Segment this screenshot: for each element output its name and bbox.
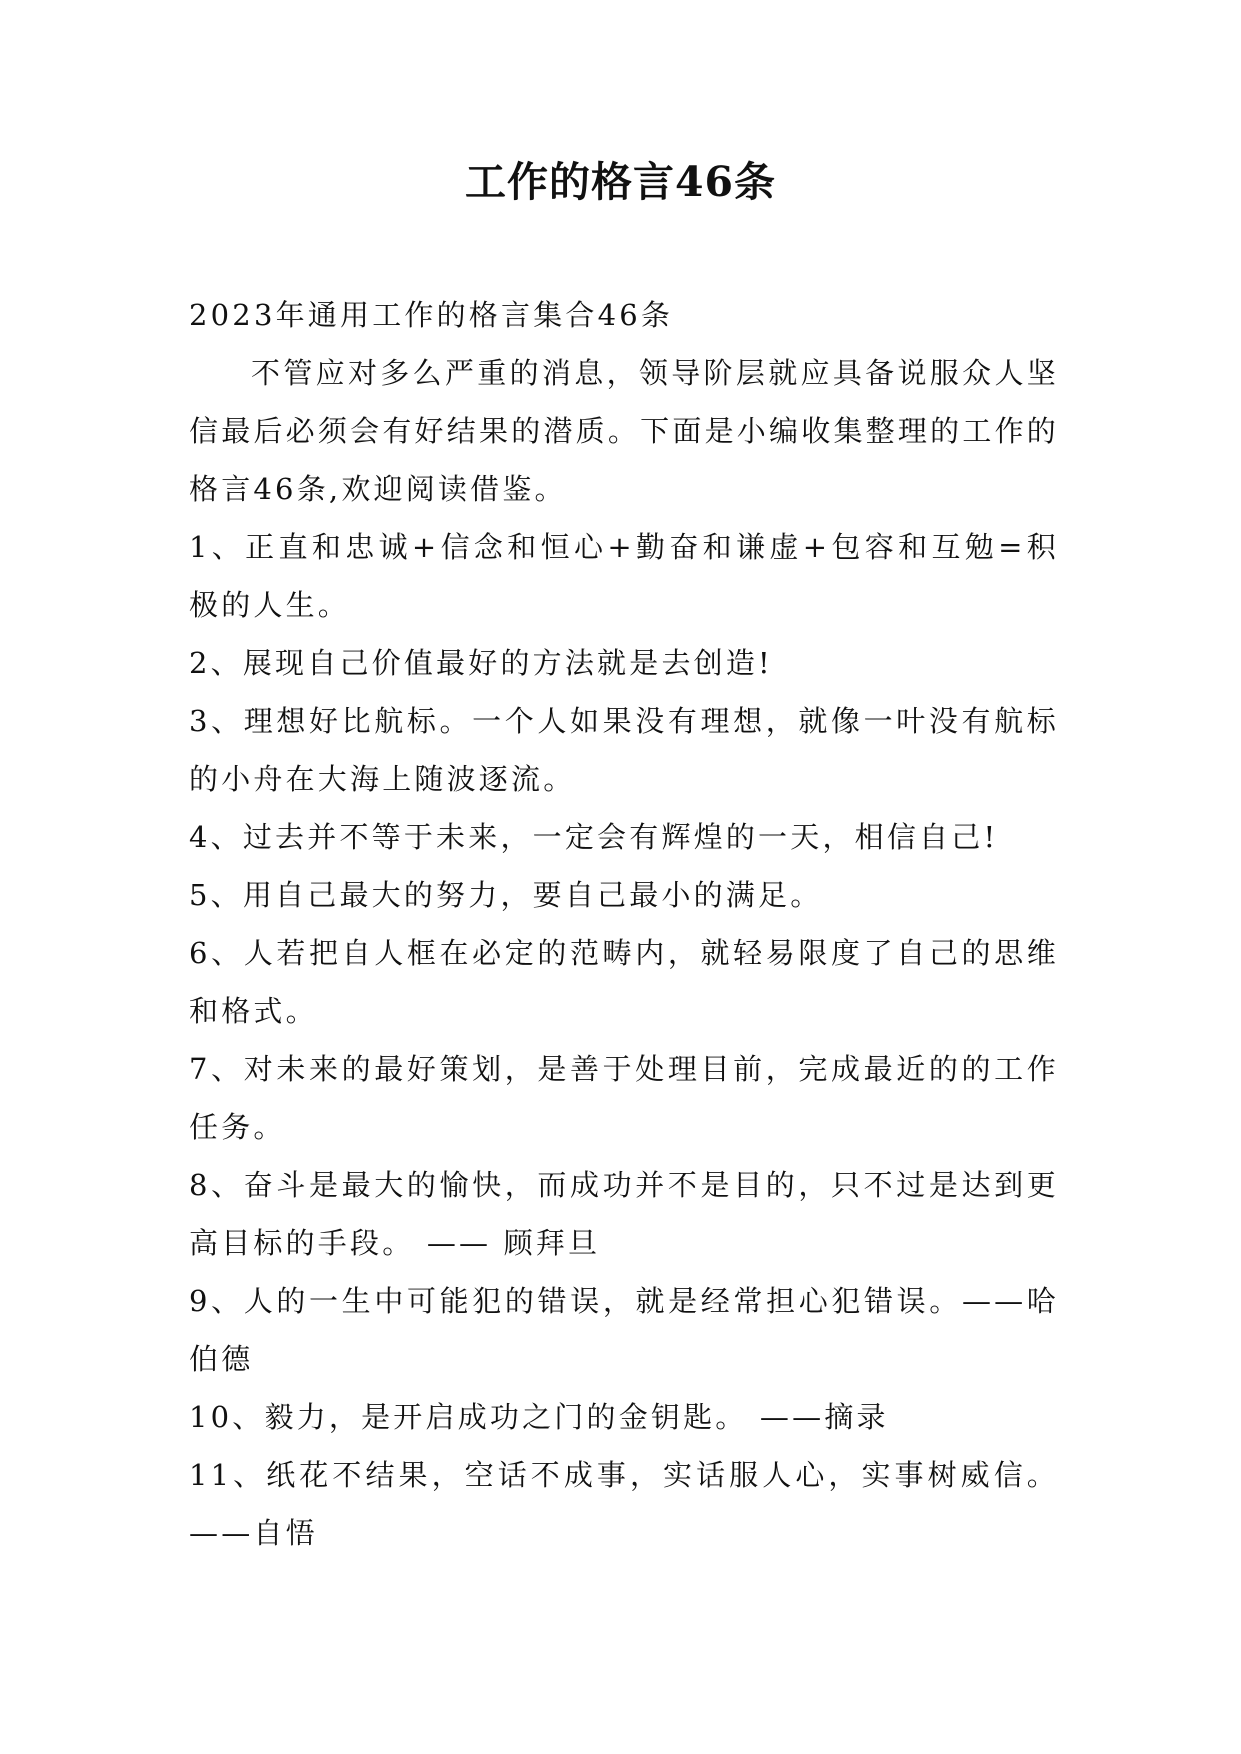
list-item: 5、用自己最大的努力，要自己最小的满足。 [189, 878, 823, 912]
page-title: 工作的格言46条 [464, 158, 777, 206]
list-item: 4、过去并不等于未来，一定会有辉煌的一天，相信自己! [189, 820, 999, 854]
list-item: 8、奋斗是最大的愉快，而成功并不是目的，只不过是达到更高目标的手段。 —— 顾拜旦 [189, 1168, 1059, 1260]
list-item: 1、正直和忠诚+信念和恒心+勤奋和谦虚+包容和互勉=积极的人生。 [189, 530, 1060, 622]
list-item: 9、人的一生中可能犯的错误，就是经常担心犯错误。——哈伯德 [189, 1284, 1059, 1376]
list-item: 6、人若把自人框在必定的范畴内，就轻易限度了自己的思维和格式。 [189, 936, 1059, 1028]
document-body [189, 286, 1059, 1562]
list-item: 11、纸花不结果，空话不成事，实话服人心，实事树威信。——自悟 [189, 1458, 1059, 1550]
list-item: 2、展现自己价值最好的方法就是去创造! [189, 646, 773, 680]
intro-paragraph: 不管应对多么严重的消息，领导阶层就应具备说服众人坚信最后必须会有好结果的潜质。下面是小编收集整理的工作的格言46条,欢迎阅读借鉴。 [189, 356, 1059, 506]
list-item: 10、毅力，是开启成功之门的金钥匙。 ——摘录 [189, 1400, 889, 1434]
subtitle: 2023年通用工作的格言集合46条 [189, 298, 674, 332]
list-item: 3、理想好比航标。一个人如果没有理想，就像一叶没有航标的小舟在大海上随波逐流。 [189, 704, 1059, 796]
list-item: 7、对未来的最好策划，是善于处理目前，完成最近的的工作任务。 [189, 1052, 1059, 1144]
